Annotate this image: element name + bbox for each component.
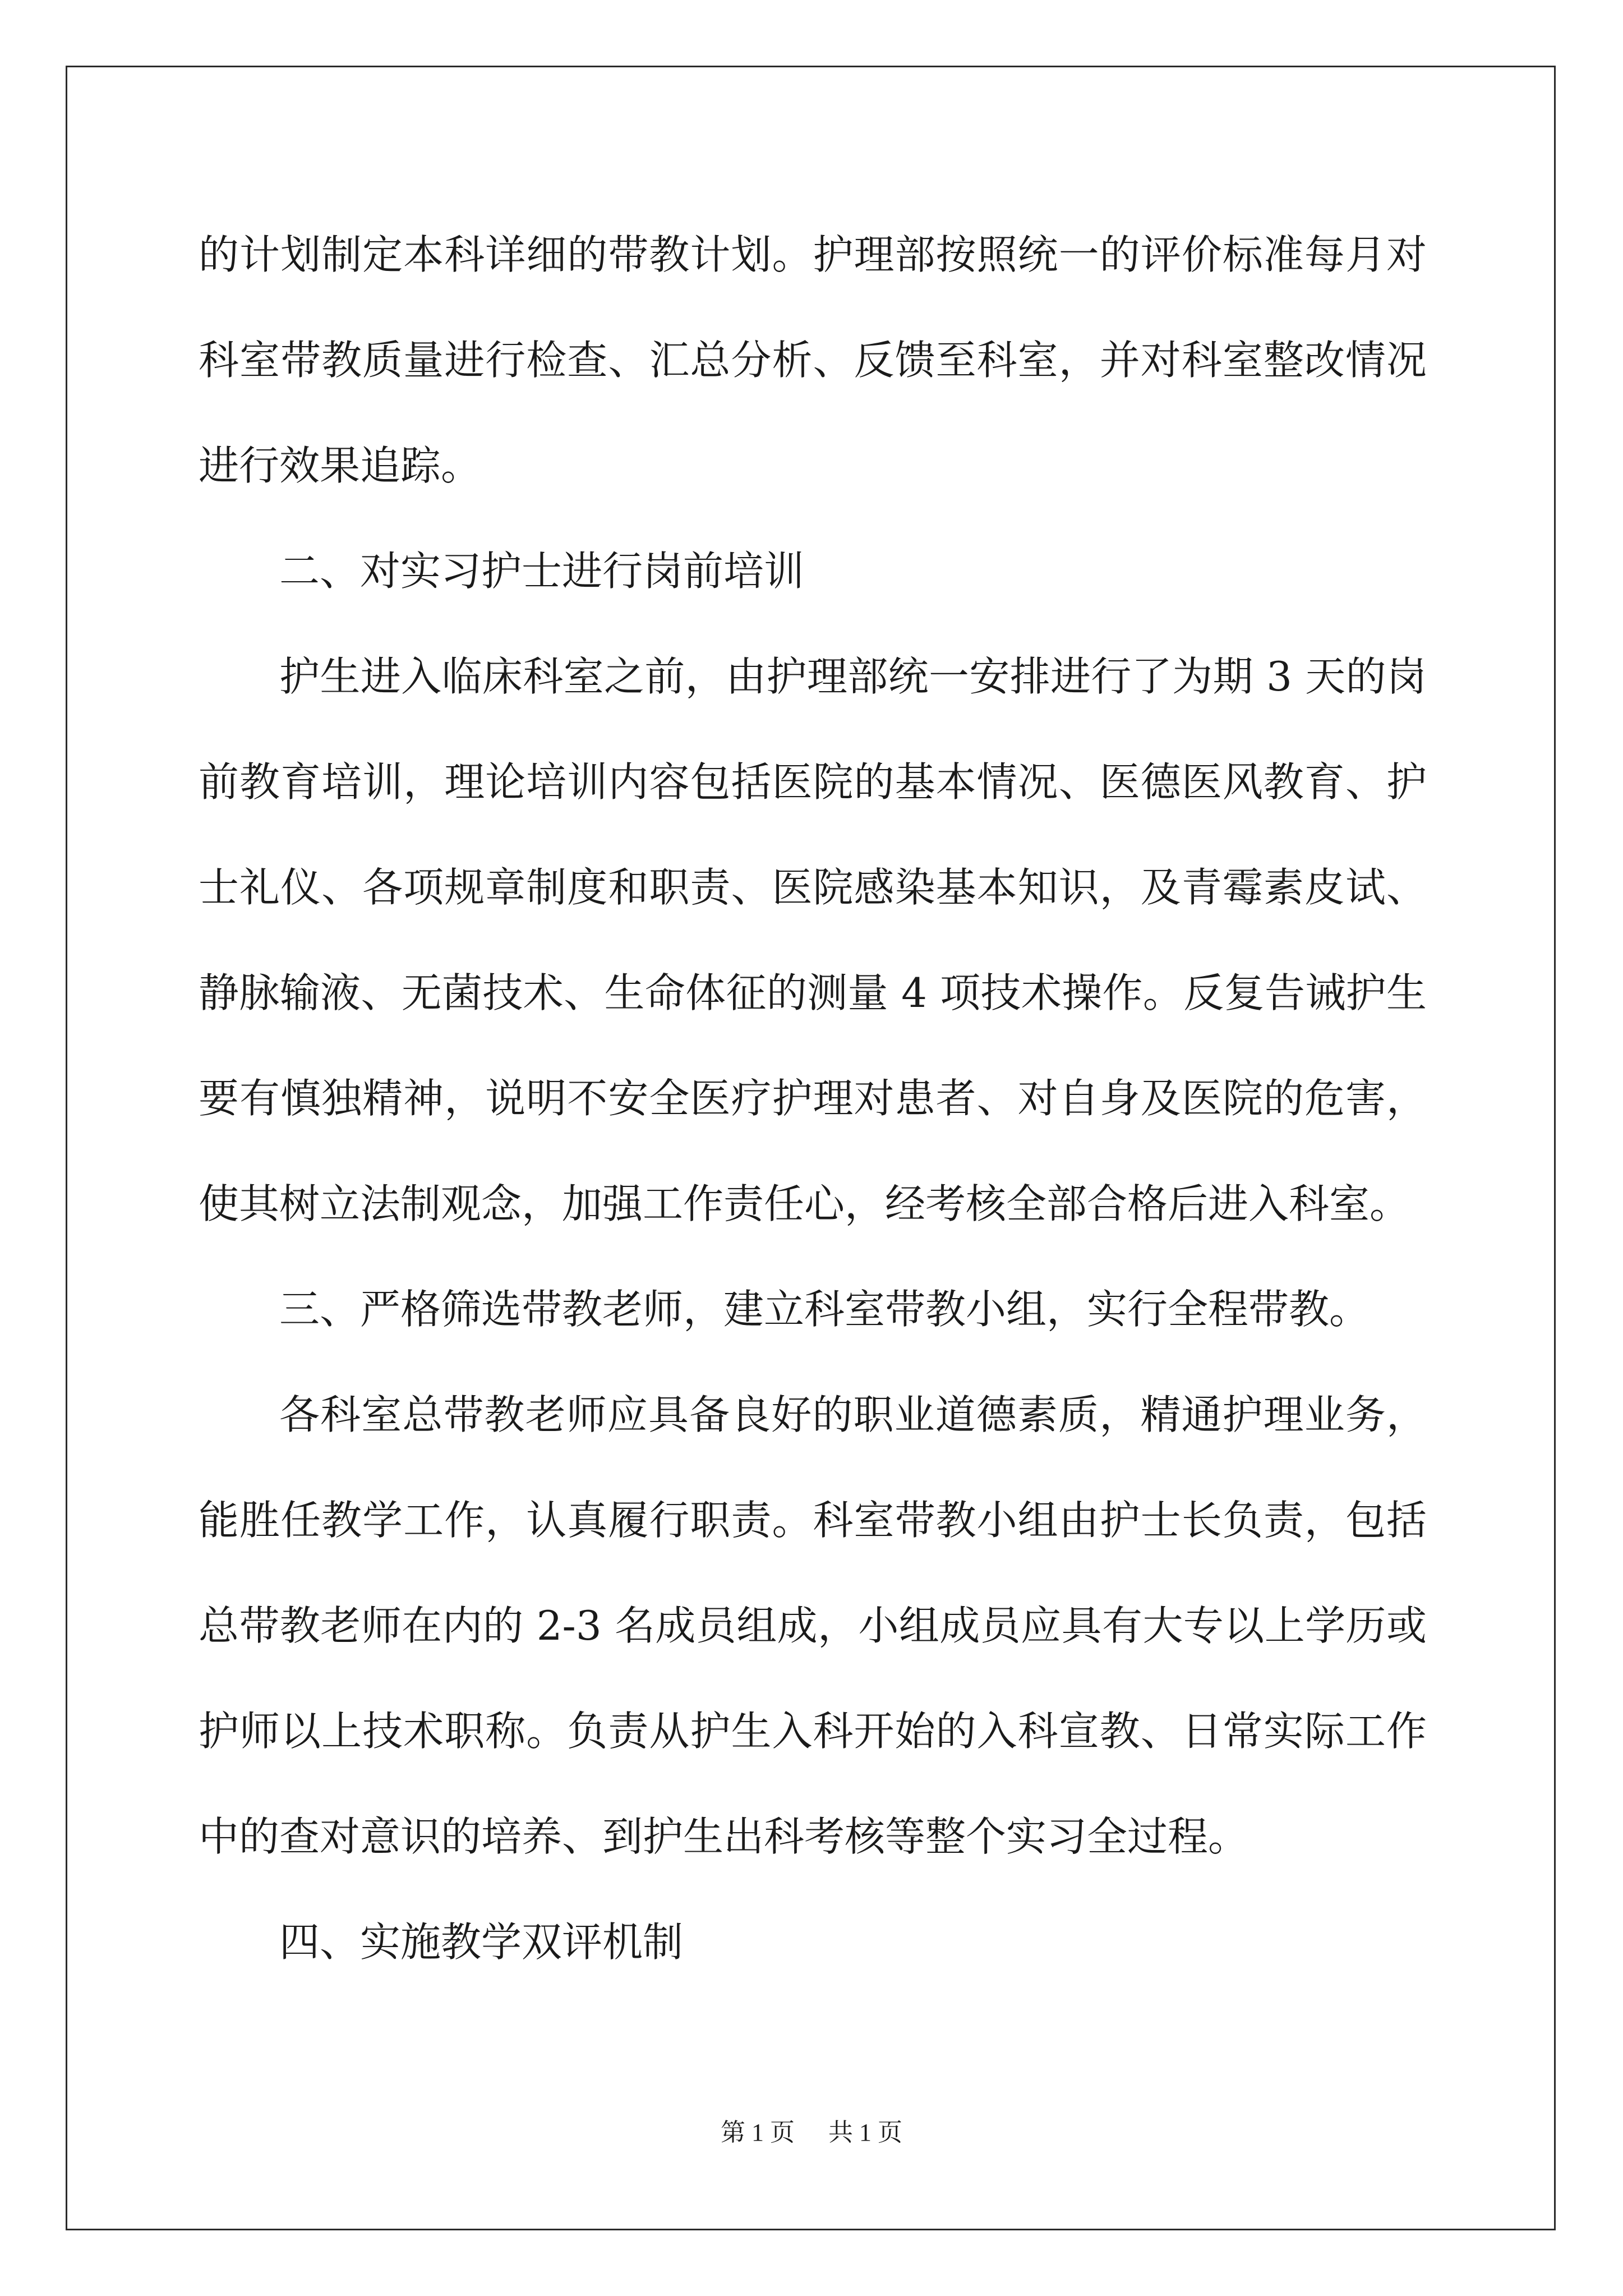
text-line-10: 使其树立法制观念，加强工作责任心，经考核全部合格后进入科室。 — [199, 1180, 1410, 1227]
text-line-9: 要有慎独精神，说明不安全医疗护理对患者、对自身及医院的危害， — [199, 1075, 1427, 1122]
document-body — [199, 202, 1427, 1995]
section-heading-4: 四、实施教学双评机制 — [279, 1918, 684, 1966]
text-line-13: 能胜任教学工作，认真履行职责。科室带教小组由护士长负责，包括 — [199, 1497, 1427, 1544]
text-line-3: 进行效果追踪。 — [199, 442, 482, 489]
page-footer — [0, 2112, 1623, 2148]
section-heading-2: 二、对实习护士进行岗前培训 — [279, 547, 805, 595]
page-total: 共 1 页 — [828, 2119, 902, 2146]
text-line-14: 总带教老师在内的 2-3 名成员组成，小组成员应具有大专以上学历或 — [199, 1602, 1427, 1649]
page-number: 第 1 页 — [721, 2119, 795, 2146]
text-line-12: 各科室总带教老师应具备良好的职业道德素质，精通护理业务， — [279, 1391, 1427, 1438]
text-line-7: 士礼仪、各项规章制度和职责、医院感染基本知识，及青霉素皮试、 — [199, 864, 1427, 911]
text-line-5: 护生进入临床科室之前，由护理部统一安排进行了为期 3 天的岗 — [279, 653, 1427, 700]
text-line-8: 静脉输液、无菌技术、生命体征的测量 4 项技术操作。反复告诫护生 — [199, 969, 1427, 1016]
text-line-15: 护师以上技术职称。负责从护生入科开始的入科宣教、日常实际工作 — [199, 1708, 1427, 1755]
text-line-16: 中的查对意识的培养、到护生出科考核等整个实习全过程。 — [199, 1813, 1249, 1860]
text-line-1: 的计划制定本科详细的带教计划。护理部按照统一的评价标准每月对 — [199, 231, 1427, 278]
text-line-6: 前教育培训，理论培训内容包括医院的基本情况、医德医风教育、护 — [199, 758, 1427, 806]
section-heading-3: 三、严格筛选带教老师，建立科室带教小组，实行全程带教。 — [279, 1286, 1370, 1333]
text-line-2: 科室带教质量进行检查、汇总分析、反馈至科室，并对科室整改情况 — [199, 337, 1427, 384]
